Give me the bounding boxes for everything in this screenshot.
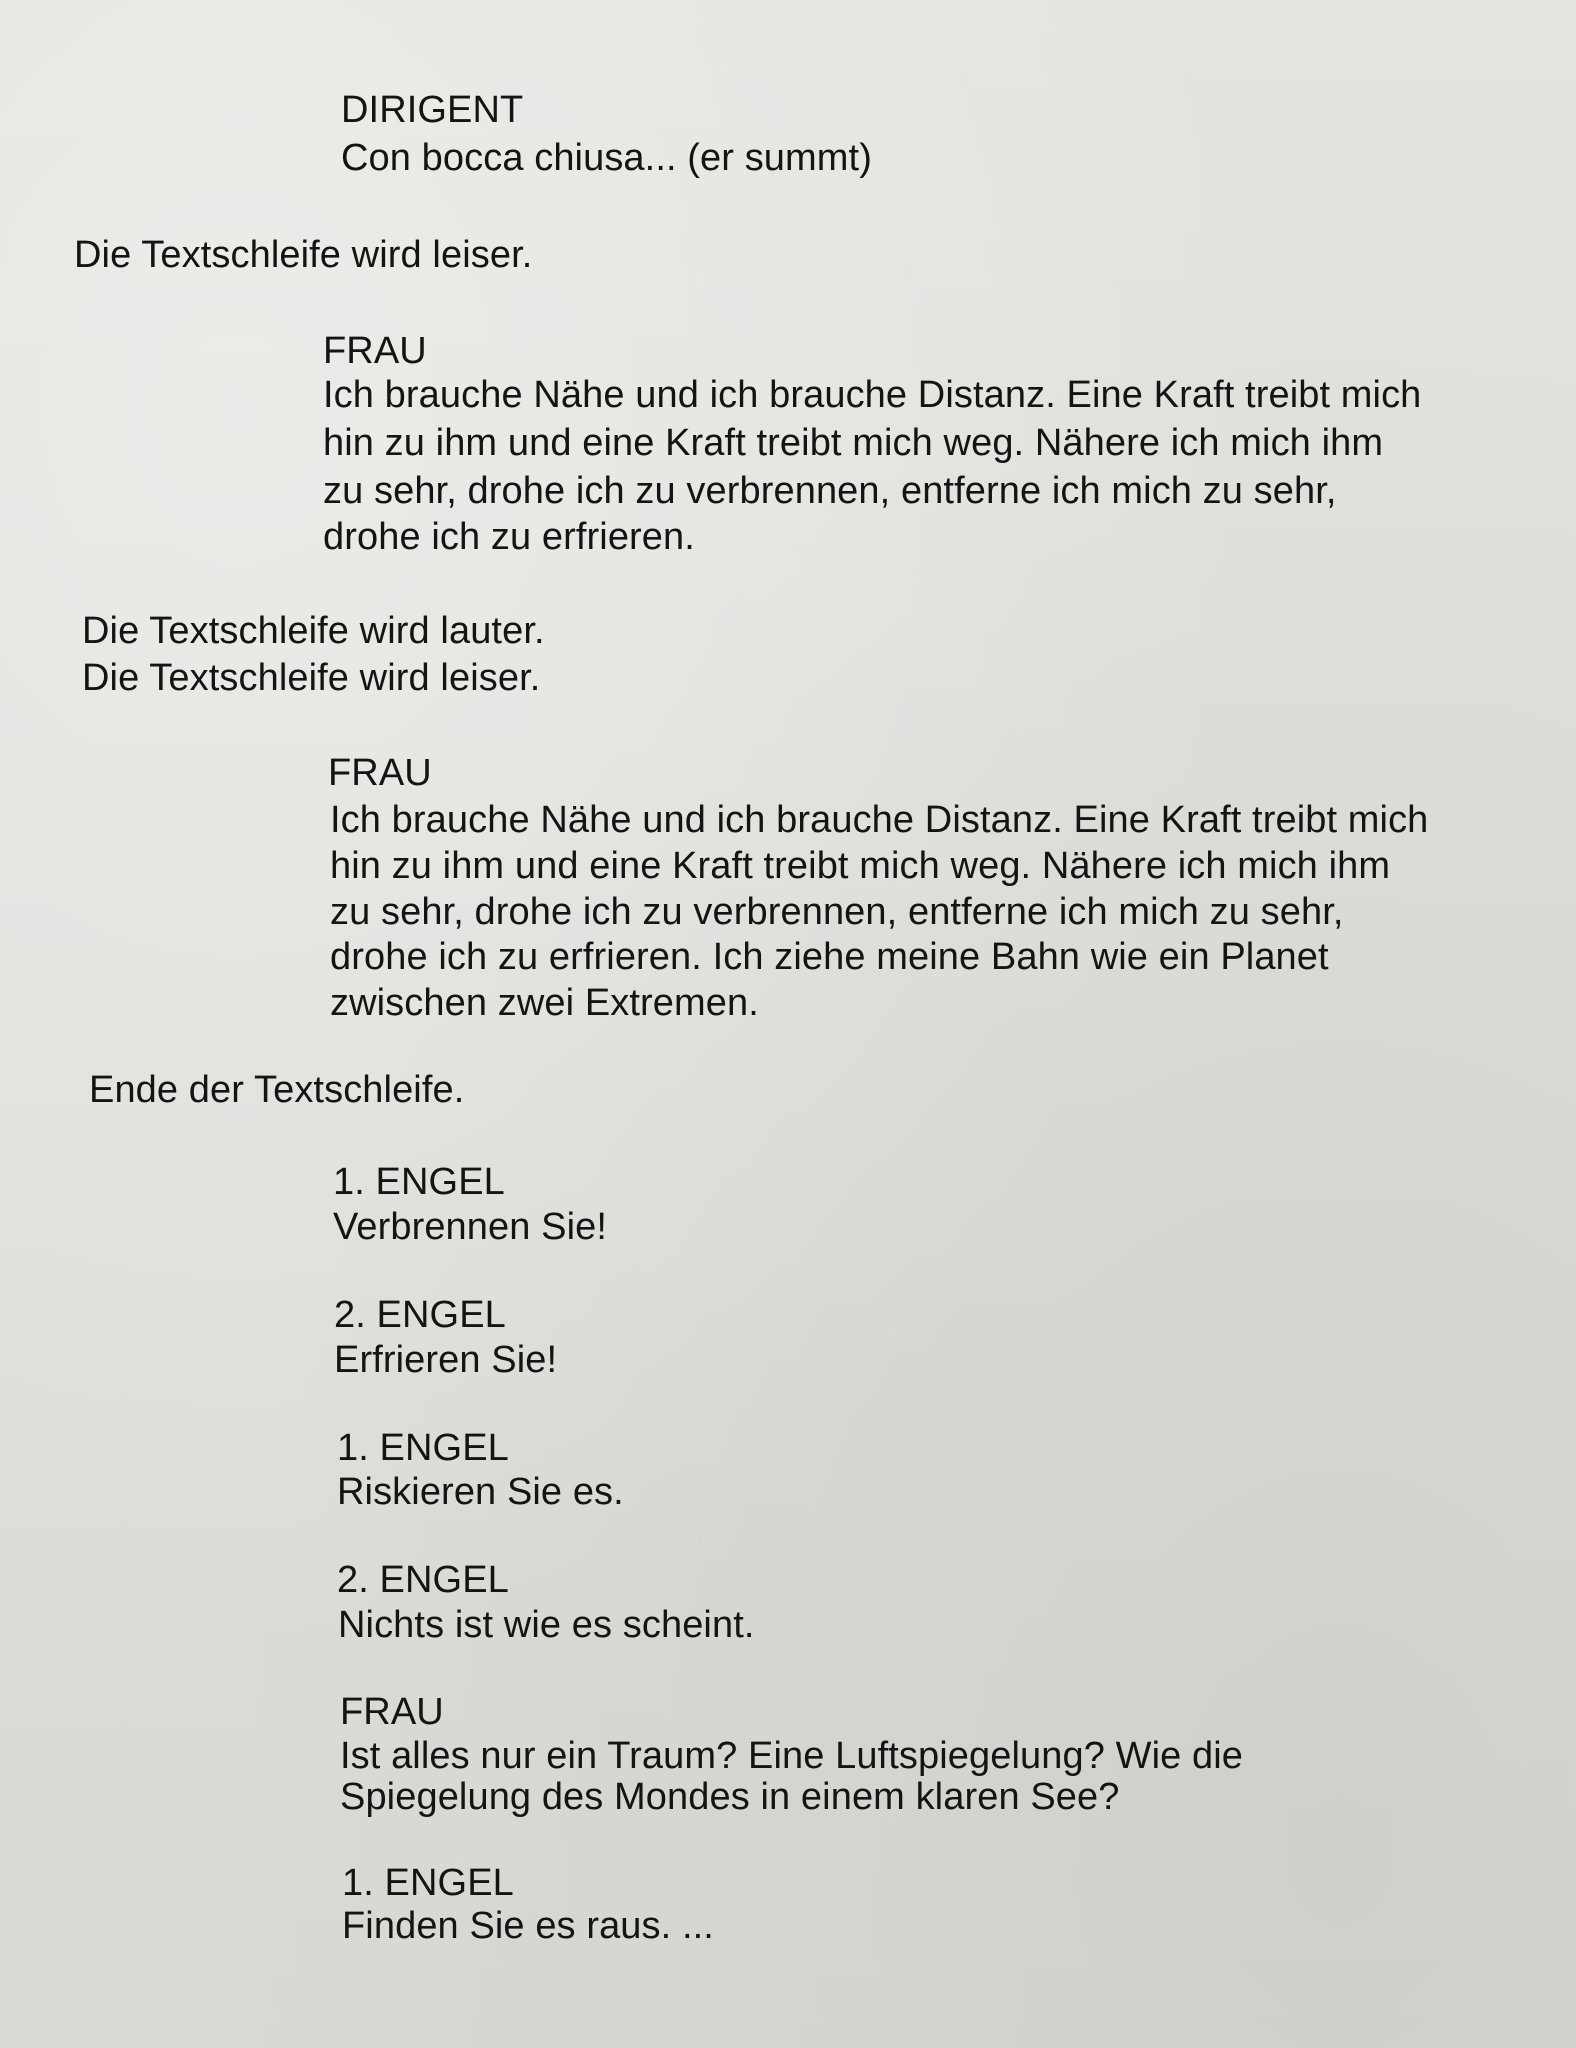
dialogue-line: hin zu ihm und eine Kraft treibt mich weg. Nähere ich mich ihm bbox=[323, 422, 1384, 464]
dialogue-line: drohe ich zu erfrieren. Ich ziehe meine Bahn wie ein Planet bbox=[330, 936, 1329, 978]
dialogue-line: zu sehr, drohe ich zu verbrennen, entferne ich mich zu sehr, bbox=[330, 891, 1344, 933]
dialogue-line: Spiegelung des Mondes in einem klaren See? bbox=[340, 1776, 1120, 1818]
dialogue-line: drohe ich zu erfrieren. bbox=[323, 516, 695, 558]
dialogue-line: Riskieren Sie es. bbox=[337, 1471, 624, 1513]
speaker-name: 1. ENGEL bbox=[337, 1427, 509, 1469]
dialogue-line: Verbrennen Sie! bbox=[333, 1206, 608, 1248]
stage-direction: Die Textschleife wird lauter. bbox=[82, 610, 545, 652]
dialogue-line: Con bocca chiusa... (er summt) bbox=[341, 137, 872, 179]
speaker-name: FRAU bbox=[328, 752, 432, 794]
dialogue-line: zu sehr, drohe ich zu verbrennen, entferne ich mich zu sehr, bbox=[323, 470, 1337, 512]
stage-direction: Die Textschleife wird leiser. bbox=[74, 234, 533, 276]
stage-direction: Ende der Textschleife. bbox=[89, 1069, 465, 1111]
speaker-name: 2. ENGEL bbox=[334, 1294, 506, 1336]
dialogue-line: Ich brauche Nähe und ich brauche Distanz. Eine Kraft treibt mich bbox=[330, 799, 1429, 841]
speaker-name: 2. ENGEL bbox=[337, 1559, 509, 1601]
dialogue-line: Ich brauche Nähe und ich brauche Distanz. Eine Kraft treibt mich bbox=[323, 374, 1422, 416]
dialogue-line: hin zu ihm und eine Kraft treibt mich weg. Nähere ich mich ihm bbox=[330, 845, 1391, 887]
dialogue-line: Ist alles nur ein Traum? Eine Luftspiegelung? Wie die bbox=[340, 1735, 1244, 1777]
dialogue-line: zwischen zwei Extremen. bbox=[330, 982, 759, 1024]
speaker-name: FRAU bbox=[340, 1691, 444, 1733]
dialogue-line: Finden Sie es raus. ... bbox=[342, 1905, 714, 1947]
dialogue-line: Erfrieren Sie! bbox=[334, 1339, 558, 1381]
speaker-name: 1. ENGEL bbox=[342, 1862, 514, 1904]
dialogue-line: Nichts ist wie es scheint. bbox=[338, 1604, 755, 1646]
speaker-name: FRAU bbox=[323, 330, 427, 372]
stage-direction: Die Textschleife wird leiser. bbox=[82, 657, 541, 699]
speaker-name: 1. ENGEL bbox=[333, 1161, 505, 1203]
speaker-name: DIRIGENT bbox=[341, 89, 524, 131]
